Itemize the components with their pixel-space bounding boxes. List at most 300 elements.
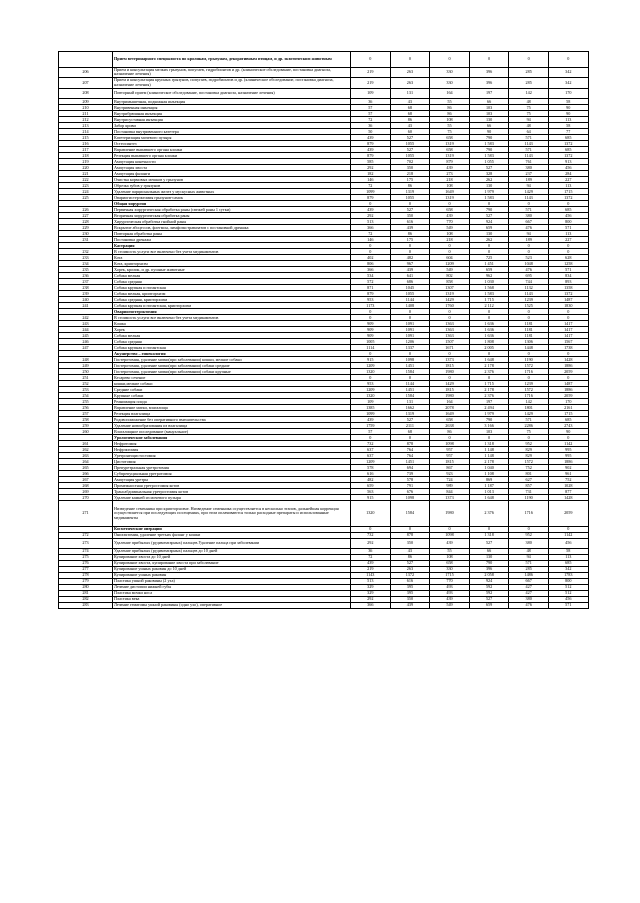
price-cell: 1815 [430, 387, 470, 393]
price-cell: 1 715 [469, 381, 509, 387]
price-cell: 108 [430, 183, 470, 189]
price-cell: 967 [390, 261, 430, 267]
price-cell: 802 [430, 273, 470, 279]
price-cell: 237 [509, 171, 549, 177]
row-number: 212 [59, 117, 113, 123]
price-cell: 0 [351, 243, 391, 249]
price-cell: 2 178 [469, 387, 509, 393]
price-cell: 1385 [351, 405, 391, 411]
price-cell: 731 [509, 489, 549, 495]
price-cell: 1 030 [469, 279, 509, 285]
price-cell: 48 [509, 549, 549, 555]
price-cell: 1099 [351, 189, 391, 195]
row-number: 275 [59, 555, 113, 561]
service-name: Пластика ушной раковины (2 уха) [113, 579, 351, 585]
price-cell: 764 [390, 447, 430, 453]
row-number: 216 [59, 141, 113, 147]
service-name: Постановка внутривенного катетера [113, 129, 351, 135]
service-name: Низведение семенника при крипторхизме. Низведение семенника осуществляется в несколько этапов, дальнейшая коррекция осуществляется при последующих посещениях, при этом оплачиваются только расходные препараты и использованные медикаменты [113, 501, 351, 526]
price-cell: 68 [390, 429, 430, 435]
price-cell: 292 [351, 213, 391, 219]
price-cell: 1142 [548, 441, 588, 447]
price-cell: 0 [469, 201, 509, 207]
price-cell: 732 [351, 532, 391, 538]
price-cell: 571 [509, 135, 549, 141]
price-cell: 1451 [390, 363, 430, 369]
price-cell: 527 [390, 561, 430, 567]
price-cell: 0 [390, 249, 430, 255]
price-cell: 1584 [390, 369, 430, 375]
service-name: Реанимация плода [113, 399, 351, 405]
price-cell: 131 [390, 399, 430, 405]
price-cell: 1572 [509, 387, 549, 393]
price-cell: 0 [509, 351, 549, 357]
table-row [59, 501, 589, 526]
price-cell: 329 [351, 591, 391, 597]
price-cell: 1372 [548, 153, 588, 159]
row-number: 215 [59, 135, 113, 141]
price-cell: 924 [469, 579, 509, 585]
row-number: 229 [59, 225, 113, 231]
price-cell: 90 [548, 111, 588, 117]
price-cell: 1716 [509, 501, 549, 526]
price-cell: 512 [548, 585, 588, 591]
price-cell: 109 [351, 399, 391, 405]
row-number: 226 [59, 207, 113, 213]
price-cell: 1572 [509, 363, 549, 369]
price-cell: 1584 [390, 393, 430, 399]
row-number: 218 [59, 153, 113, 159]
row-number: 223 [59, 183, 113, 189]
price-cell: 1487 [548, 381, 588, 387]
price-cell: 571 [509, 207, 549, 213]
price-cell: 1 187 [469, 483, 509, 489]
price-cell: 2 178 [469, 459, 509, 465]
price-cell: 1980 [430, 501, 470, 526]
service-name: Средние собаки [113, 387, 351, 393]
price-cell: 1429 [509, 189, 549, 195]
service-name: Лечение гематомы ушной раковины (одно ухо), оперативное [113, 603, 351, 609]
price-cell: 0 [390, 309, 430, 315]
row-number: 261 [59, 441, 113, 447]
price-cell: 66 [469, 549, 509, 555]
price-cell: 667 [509, 219, 549, 225]
price-cell: 571 [548, 267, 588, 273]
row-number: 239 [59, 291, 113, 297]
price-cell: 72 [351, 183, 391, 189]
price-cell: 790 [469, 135, 509, 141]
price-cell: 1144 [390, 297, 430, 303]
price-cell: 1028 [548, 483, 588, 489]
service-name: Собака средняя [113, 279, 351, 285]
price-cell: 871 [351, 285, 391, 291]
service-name: Промежностная уретростомия котов [113, 483, 351, 489]
price-cell: 1417 [548, 321, 588, 327]
service-name: Онихэктомия, удаление третьих фаланг у кошки [113, 532, 351, 538]
price-cell: 1 148 [469, 447, 509, 453]
price-cell: 328 [469, 171, 509, 177]
price-cell: 439 [351, 417, 391, 423]
price-cell: 342 [548, 67, 588, 78]
price-cell: 1307 [430, 285, 470, 291]
price-cell: 952 [509, 532, 549, 538]
row-number: 245 [59, 333, 113, 339]
price-cell: 1098 [430, 441, 470, 447]
price-cell: 739 [390, 471, 430, 477]
price-cell: 764 [390, 453, 430, 459]
row-number: 213 [59, 123, 113, 129]
price-cell: 578 [390, 477, 430, 483]
price-cell: 800 [548, 579, 588, 585]
price-cell: 571 [509, 417, 549, 423]
service-name: Первичная хирургическая обработка раны (свежей раны 1 сутки) [113, 207, 351, 213]
price-cell: 924 [469, 219, 509, 225]
price-cell: 592 [469, 585, 509, 591]
price-cell: 146 [351, 237, 391, 243]
price-cell: 1429 [509, 411, 549, 417]
price-cell: 1429 [430, 381, 470, 387]
service-name: Крупные собаки [113, 393, 351, 399]
price-cell: 659 [469, 267, 509, 273]
service-name: Резекция влагалища [113, 411, 351, 417]
service-name: Кота [113, 255, 351, 261]
price-cell: 0 [390, 435, 430, 441]
price-cell: 909 [351, 327, 391, 333]
price-cell: 113 [548, 117, 588, 123]
price-cell: 55 [430, 549, 470, 555]
price-cell: 523 [509, 255, 549, 261]
price-cell: 1 636 [469, 327, 509, 333]
price-cell: 857 [509, 483, 549, 489]
price-cell: 396 [469, 67, 509, 78]
row-number: 228 [59, 219, 113, 225]
price-cell: 578 [351, 465, 391, 471]
price-cell: 350 [390, 538, 430, 549]
row-number: 278 [59, 573, 113, 579]
price-cell: 829 [509, 453, 549, 459]
row-number: 224 [59, 189, 113, 195]
price-cell: 262 [469, 177, 509, 183]
service-name: Кота, крипторхизм [113, 261, 351, 267]
service-name: Общая хирургия [113, 201, 351, 207]
price-cell: 0 [548, 309, 588, 315]
price-cell: 549 [430, 225, 470, 231]
row-number: 274 [59, 549, 113, 555]
price-cell: 66 [469, 123, 509, 129]
price-cell: 292 [351, 538, 391, 549]
price-cell: 285 [509, 567, 549, 573]
price-cell: 2111 [390, 423, 430, 429]
service-name: Очистка кормовых мешков у грызунов [113, 177, 351, 183]
price-cell: 658 [430, 147, 470, 153]
price-cell: 1209 [430, 261, 470, 267]
price-cell: 0 [430, 351, 470, 357]
service-name: Купирование хвоста, купирование хвоста при заболевание [113, 561, 351, 567]
row-number: 265 [59, 465, 113, 471]
price-cell: 527 [390, 207, 430, 213]
price-cell: 94 [509, 231, 549, 237]
price-cell: 752 [509, 465, 549, 471]
service-name: Внутрисуставная инъекция [113, 117, 351, 123]
price-cell: 0 [430, 526, 470, 532]
price-cell: 1715 [548, 189, 588, 195]
price-cell: 1319 [430, 141, 470, 147]
price-cell: 113 [548, 183, 588, 189]
price-cell: 879 [351, 141, 391, 147]
price-cell: 1 979 [469, 411, 509, 417]
price-cell: 170 [548, 88, 588, 99]
price-cell: 0 [351, 201, 391, 207]
price-cell: 1801 [509, 405, 549, 411]
price-cell: 915 [351, 495, 391, 501]
price-cell: 60 [390, 129, 430, 135]
price-cell: 571 [548, 225, 588, 231]
price-cell: 1173 [351, 303, 391, 309]
price-cell: 1649 [430, 411, 470, 417]
price-cell: 0 [548, 201, 588, 207]
price-cell: 2059 [548, 501, 588, 526]
price-cell: 439 [351, 207, 391, 213]
price-cell: 923 [430, 471, 470, 477]
price-cell: 1372 [548, 195, 588, 201]
table-row [59, 88, 589, 99]
price-cell: 659 [469, 603, 509, 609]
price-cell: 456 [548, 597, 588, 603]
price-cell: 790 [469, 147, 509, 153]
service-name: Хорек [113, 327, 351, 333]
price-cell: 0 [351, 309, 391, 315]
price-cell: 189 [509, 177, 549, 183]
price-cell: 0 [390, 243, 430, 249]
price-cell: 1783 [548, 573, 588, 579]
price-cell: 770 [430, 219, 470, 225]
price-cell: 2 376 [469, 393, 509, 399]
price-cell: 90 [548, 429, 588, 435]
price-cell: 0 [548, 243, 588, 249]
price-cell: 439 [430, 538, 470, 549]
price-cell: 1372 [548, 291, 588, 297]
price-cell: 2638 [430, 423, 470, 429]
price-cell: 1 040 [469, 465, 509, 471]
row-number: 206 [59, 67, 113, 78]
price-cell: 86 [430, 111, 470, 117]
price-cell: 350 [390, 213, 430, 219]
service-name: Внутривенная инъекция [113, 105, 351, 111]
price-cell: 790 [469, 207, 509, 213]
price-cell: 456 [548, 165, 588, 171]
price-cell: 1055 [390, 153, 430, 159]
price-cell: 103 [469, 429, 509, 435]
price-cell: 0 [548, 375, 588, 381]
row-number: 267 [59, 477, 113, 483]
row-number: 257 [59, 411, 113, 417]
price-cell: 571 [548, 603, 588, 609]
service-name: Обрезка зубов у грызунов [113, 183, 351, 189]
price-cell: 1048 [509, 261, 549, 267]
price-cell: 0 [548, 526, 588, 532]
service-name: Удаление парциональных желез у мускусных животных [113, 189, 351, 195]
price-cell: 659 [469, 225, 509, 231]
price-cell: 1 318 [469, 441, 509, 447]
price-cell: 58 [548, 99, 588, 105]
price-cell: 0 [509, 243, 549, 249]
price-cell: 90 [469, 129, 509, 135]
price-cell: 676 [390, 489, 430, 495]
price-cell: 1886 [548, 387, 588, 393]
price-cell: 1181 [509, 327, 549, 333]
price-cell: 482 [351, 477, 391, 483]
row-number: 259 [59, 423, 113, 429]
price-cell: 113 [548, 555, 588, 561]
price-cell: 527 [390, 147, 430, 153]
price-cell: 94 [509, 183, 549, 189]
price-cell: 725 [469, 255, 509, 261]
price-cell: 637 [351, 453, 391, 459]
price-cell: 57 [351, 105, 391, 111]
service-name: Собака крупная и гигантская [113, 285, 351, 291]
price-cell: 0 [548, 435, 588, 441]
price-cell: 0 [430, 375, 470, 381]
price-cell: 1181 [509, 333, 549, 339]
price-cell: 1417 [548, 333, 588, 339]
row-number: 240 [59, 297, 113, 303]
price-cell: 476 [509, 603, 549, 609]
service-name: Повторная обработка раны [113, 231, 351, 237]
service-name: Родовспоможение без оперативного вмешательства [113, 417, 351, 423]
price-cell: 86 [430, 429, 470, 435]
price-cell: 2 178 [469, 363, 509, 369]
price-cell: 57 [351, 111, 391, 117]
price-cell: 182 [351, 171, 391, 177]
price-cell: 1099 [351, 411, 391, 417]
price-cell: 1319 [390, 189, 430, 195]
row-number: 225 [59, 195, 113, 201]
price-cell: 1 055 [469, 159, 509, 165]
price-cell: 36 [351, 549, 391, 555]
price-cell: 0 [509, 315, 549, 321]
price-cell: 43 [390, 123, 430, 129]
service-name: Вправление матки, влагалища [113, 405, 351, 411]
service-name: Уретронеоцистостомия [113, 453, 351, 459]
service-name: Удаление камней из мочевого пузыря [113, 495, 351, 501]
price-cell: 658 [430, 135, 470, 141]
price-cell: 2 112 [469, 303, 509, 309]
row-number: 238 [59, 285, 113, 291]
price-cell: 858 [430, 279, 470, 285]
price-cell: 43 [390, 99, 430, 105]
price-cell: 1209 [351, 459, 391, 465]
price-cell: 0 [351, 249, 391, 255]
price-cell: 1408 [390, 303, 430, 309]
price-cell: 893 [548, 279, 588, 285]
price-cell: 329 [351, 585, 391, 591]
row-number: 242 [59, 315, 113, 321]
price-cell: 1 636 [469, 321, 509, 327]
price-cell: 476 [509, 225, 549, 231]
price-cell: 1091 [390, 333, 430, 339]
service-name: Вправление выпавшего органа клоаки [113, 147, 351, 153]
service-name: Трансабдоминальная уретростомия котов [113, 489, 351, 495]
price-cell: 724 [430, 477, 470, 483]
row-number: 254 [59, 393, 113, 399]
price-cell: 628 [548, 255, 588, 261]
price-cell: 130 [469, 555, 509, 561]
service-name: Внутримышечная, подкожная инъекция [113, 99, 351, 105]
service-name: В стоимость услуги все включено без учета медикаментов [113, 249, 351, 255]
price-cell: 456 [548, 213, 588, 219]
row-number: 232 [59, 249, 113, 255]
price-cell: 113 [548, 231, 588, 237]
price-cell: 616 [390, 579, 430, 585]
price-cell: 131 [390, 88, 430, 99]
service-name: Хорек, кролик, и др. пушные животные [113, 267, 351, 273]
price-cell: 108 [430, 555, 470, 561]
service-name: Акушерство – гинекология [113, 351, 351, 357]
row-number: 209 [59, 99, 113, 105]
price-cell: 1363 [430, 333, 470, 339]
price-cell: 380 [509, 538, 549, 549]
price-cell: 439 [351, 561, 391, 567]
price-cell: 284 [548, 171, 588, 177]
row-number: 251 [59, 375, 113, 381]
price-cell: 0 [509, 435, 549, 441]
price-cell: 77 [548, 129, 588, 135]
price-cell: 549 [430, 603, 470, 609]
row-number [59, 52, 113, 68]
price-cell: 953 [351, 381, 391, 387]
price-cell: 686 [390, 279, 430, 285]
price-cell: 482 [390, 255, 430, 261]
price-cell: 694 [390, 465, 430, 471]
price-cell: 68 [390, 105, 430, 111]
price-cell: 0 [509, 249, 549, 255]
price-cell: 227 [548, 177, 588, 183]
price-cell: 456 [548, 538, 588, 549]
price-cell: 1451 [390, 387, 430, 393]
price-cell: 752 [548, 477, 588, 483]
service-name: Цистотомия [113, 459, 351, 465]
price-cell: 43 [390, 549, 430, 555]
price-cell: 685 [548, 207, 588, 213]
price-cell: 108 [430, 117, 470, 123]
price-cell: 702 [390, 159, 430, 165]
price-cell: 1319 [430, 153, 470, 159]
row-number: 247 [59, 345, 113, 351]
price-cell: 616 [351, 471, 391, 477]
price-cell: 0 [390, 375, 430, 381]
price-cell: 667 [509, 579, 549, 585]
row-number: 230 [59, 231, 113, 237]
row-number: 279 [59, 579, 113, 585]
price-cell: 527 [469, 538, 509, 549]
price-cell: 1206 [390, 339, 430, 345]
row-number: 270 [59, 495, 113, 501]
price-cell: 439 [390, 603, 430, 609]
price-cell: 800 [548, 219, 588, 225]
price-cell: 0 [509, 201, 549, 207]
price-cell: 427 [509, 585, 549, 591]
price-cell: 0 [469, 243, 509, 249]
service-name: Вскрытие абсцессов, флегмон, лимфоэкстравазатов с постановкой дренажа [113, 225, 351, 231]
price-cell: 1649 [430, 189, 470, 195]
service-name: Собака крупная и гигантская [113, 345, 351, 351]
row-number: 236 [59, 273, 113, 279]
price-cell: 1487 [548, 297, 588, 303]
price-cell: 761 [509, 159, 549, 165]
price-cell: 878 [390, 532, 430, 538]
price-cell: 1319 [390, 411, 430, 417]
service-name: Пластика мочки носа [113, 591, 351, 597]
